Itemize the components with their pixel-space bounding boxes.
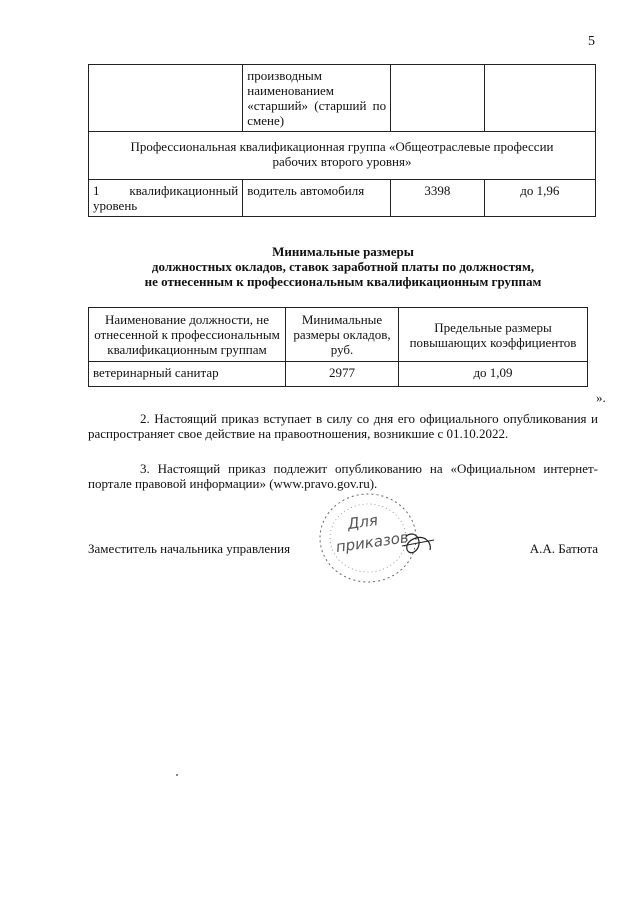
table-row — [89, 180, 596, 217]
svg-text:приказов: приказов — [334, 528, 410, 557]
minimal-salaries-table — [88, 307, 588, 387]
header-cell: Минимальные размеры окладов, руб. — [286, 308, 399, 362]
heading-line: должностных окладов, ставок заработной платы по должностям, — [151, 259, 535, 274]
salary-cell: 2977 — [286, 362, 399, 387]
level-label-cont: уровень — [93, 198, 138, 213]
heading-line: Минимальные размеры — [272, 244, 414, 259]
position-cell: водитель автомобиля — [243, 180, 391, 217]
level-cell — [89, 180, 243, 217]
closing-quote: ». — [596, 390, 606, 405]
stamp-icon — [306, 486, 436, 596]
heading-line: не отнесенным к профессиональным квалификационным группам — [144, 274, 542, 289]
table-row — [89, 362, 588, 387]
salary-cell: 3398 — [391, 180, 485, 217]
table-cell — [391, 65, 485, 132]
coefficient-cell: до 1,09 — [399, 362, 588, 387]
group-title-cell: Профессиональная квалификационная группа «Общеотраслевые профессии рабочих второго уровня» — [89, 132, 596, 180]
coefficient-cell: до 1,96 — [484, 180, 595, 217]
signer-title: Заместитель начальника управления — [88, 541, 291, 556]
table-row — [89, 65, 596, 132]
signer-name: А.А. Батюта — [529, 541, 598, 556]
position-cell: производным наименованием «старший» (старший по смене) — [243, 65, 391, 132]
qualification-table — [88, 64, 596, 217]
table-cell — [484, 65, 595, 132]
table-row — [89, 132, 596, 180]
paragraph-2 — [88, 411, 598, 441]
svg-text:Для: Для — [346, 511, 379, 534]
position-cell: ветеринарный санитар — [89, 362, 286, 387]
header-cell: Наименование должности, не отнесенной к профессиональным квалификационным группам — [89, 308, 286, 362]
level-number: 1 — [93, 183, 100, 198]
header-cell: Предельные размеры повышающих коэффициентов — [399, 308, 588, 362]
table-cell — [89, 65, 243, 132]
table-header-row — [89, 308, 588, 362]
page-number: 5 — [588, 34, 595, 49]
paragraph-text: 2. Настоящий приказ вступает в силу со дня его официального опубликования и распространяет свое действие на правоотношения, возникшие с 01.10.2022. — [88, 411, 598, 441]
section-heading — [88, 244, 598, 289]
paragraph-text: 3. Настоящий приказ подлежит опубликованию на «Официальном интернет-портале правовой информации» (www.pravo.gov.ru). — [88, 461, 598, 491]
scan-dot — [176, 774, 178, 776]
level-label: квалификационный — [129, 183, 239, 198]
